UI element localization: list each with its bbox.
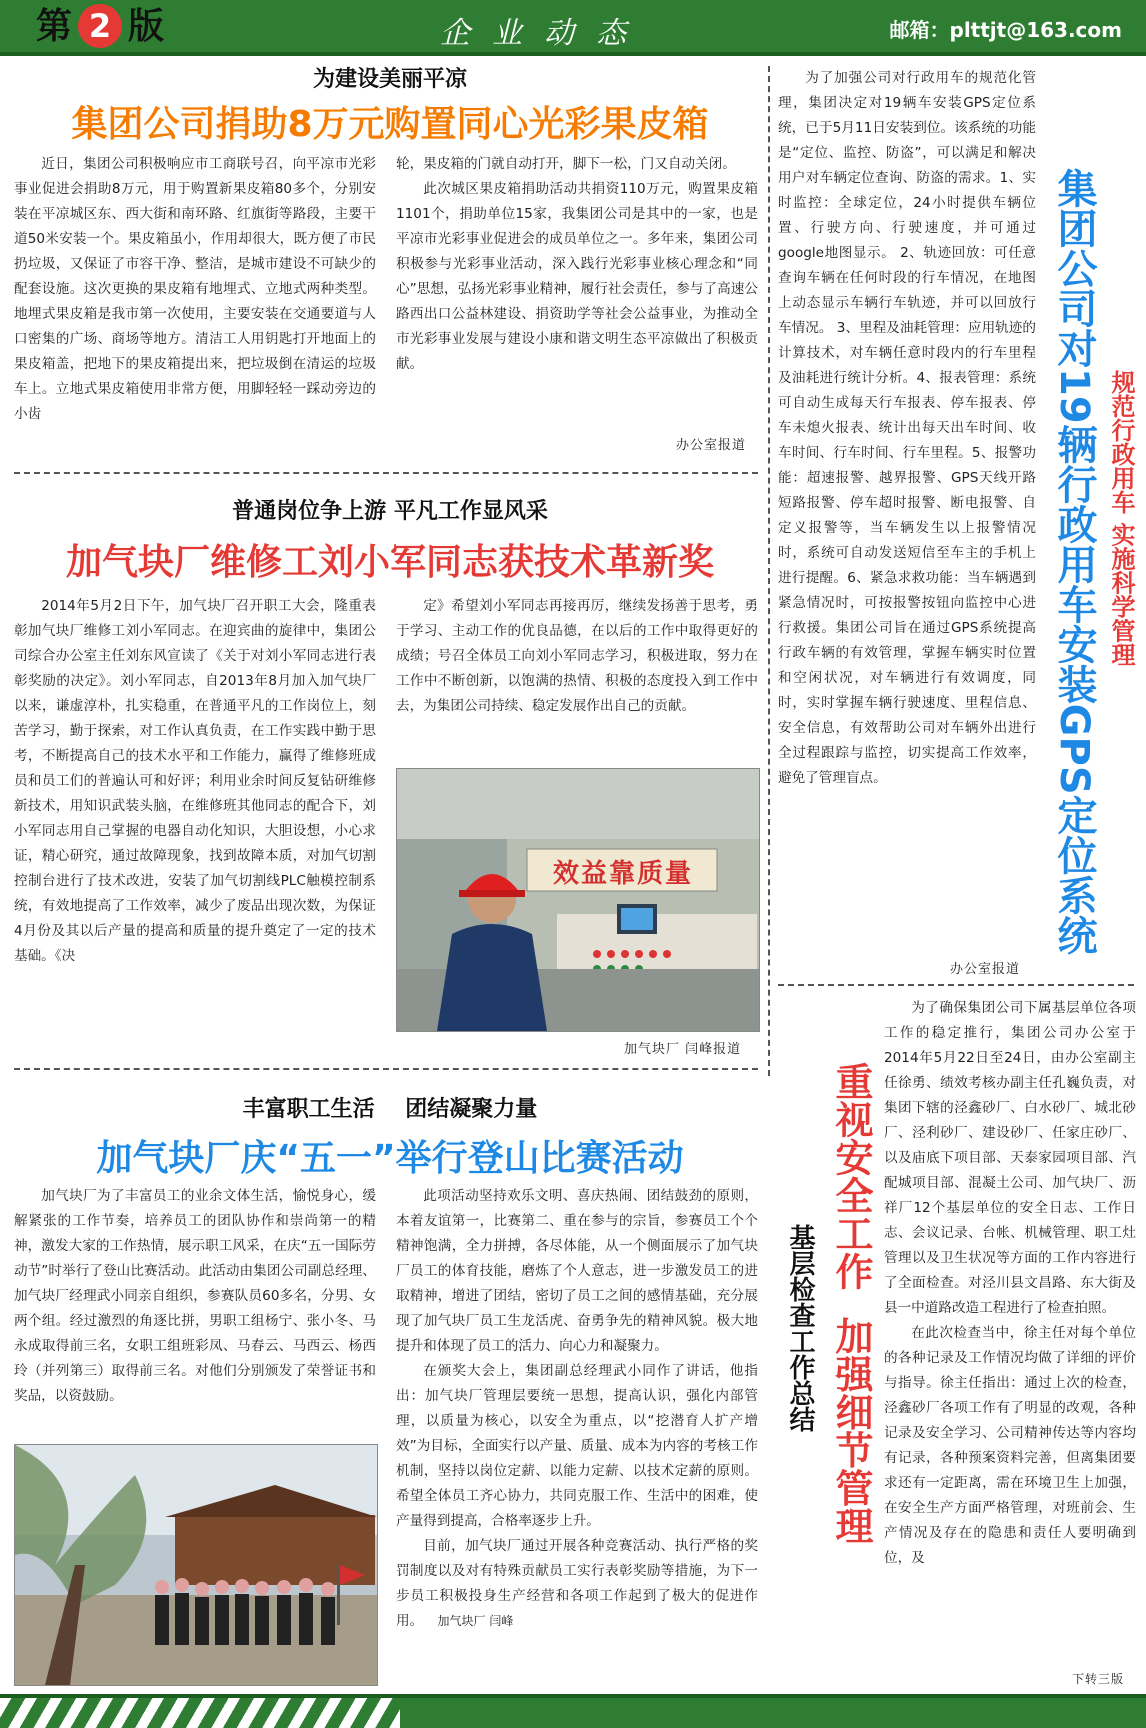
- article2-col2: 定》希望刘小军同志再接再厉，继续发扬善于思考，勇于学习、主动工作的优良品德，在以后的工作中取得更好的成绩；号召全体员工向刘小军同志学习，积极进取，努力在工作中不断创新，以饱满的热情、积极的态度投入到工作中去，为集团公司持续、稳定发展作出自己的贡献。: [396, 598, 758, 714]
- article5-p1: 为了确保集团公司下属基层单位各项工作的稳定推行，集团公司办公室于2014年5月22日至24日，由办公室副主任徐勇、绩效考核办副主任孔巍负责，对集团下辖的泾鑫砂厂、白水砂厂、城北砂厂、泾利砂厂、建设砂厂、任家庄砂厂、以及庙底下项目部、天泰家园项目部、汽配城项目部、混凝土公司、加气块厂、沥祥厂12个基层单位的安全日志、工作日志、会议记录、台帐、机械管理、职工灶管理以及卫生状况等方面的工作内容进行了全面检查。对泾川县文昌路、东大街及县一中道路改造工程进行了检查拍照。: [884, 1000, 1136, 1316]
- article2-photo: [396, 768, 760, 1032]
- article3-photo: [14, 1444, 378, 1686]
- edition-prefix: 第: [36, 5, 73, 47]
- article4-byline: 办公室报道: [950, 962, 1021, 977]
- article5-p2: 在此次检查当中，徐主任对每个单位的各种记录及工作情况均做了详细的评价与指导。徐主任指出：通过上次的检查，泾鑫砂厂各项工作有了明显的改观，各种记录及安全学习、公司精神传达等内容均有记录，各种预案资料完善，但离集团要求还有一定距离，需在环境卫生上加强，在安全生产方面严格管理，对班前会、生产情况及存在的隐患和责任人要明确到位，及: [884, 1325, 1136, 1566]
- worker-photo-illustration: [397, 769, 759, 1031]
- article3-col2-p3: [396, 1534, 758, 1634]
- article5-title: 重视安全工作 加强细节管理: [829, 1062, 873, 1545]
- article1-byline: 办公室报道: [676, 438, 747, 453]
- article3-col2: [396, 1184, 758, 1704]
- section-title: 企业动态: [440, 16, 648, 51]
- article5-body: [884, 996, 1136, 1666]
- edition-number: 2: [78, 4, 122, 48]
- article1-col2-p2: 此次城区果皮箱捐助活动共捐资110万元，购置果皮箱1101个，捐助单位15家，我集团公司是其中的一家，也是平凉市光彩事业促进会的成员单位之一。多年来，集团公司积极参与光彩事业活动，深入践行光彩事业核心理念和“同心”思想，弘扬光彩事业精神，履行社会责任，参与了高速公路西出口公益林建设、捐资助学等社会公益事业，为推动全市光彩事业发展与建设小康和谐文明生态平凉做出了积极贡献。: [396, 181, 758, 372]
- article3-col1: 加气块厂为了丰富员工的业余文体生活，愉悦身心，缓解紧张的工作节奏，培养员工的团队协作和崇尚第一的精神，激发大家的工作热情，展示职工风采，在庆“五一国际劳动节”时举行了登山比赛活动。此活动由集团公司副总经理、加气块厂经理武小同亲自组织，参赛队员60多名，分男、女两个组。经过激烈的角逐比拼，男职工组杨宁、张小冬、马永成取得前三名，女职工组班彩凤、马春云、马西云、杨西玲（并列第三）取得前三名。对他们分别颁发了荣誉证书和奖品，以资鼓励。: [14, 1188, 376, 1404]
- contact-email: 邮箱：plttjt@163.com: [889, 18, 1122, 42]
- article4-body: 为了加强公司对行政用车的规范化管理，集团决定对19辆车安装GPS定位系统，已于5月11日安装到位。该系统的功能是“定位、监控、防盗”，可以满足和解决用户对车辆定位查询、防盗的需求。1、实时监控：全球定位，24小时提供车辆位置、行驶方向、行驶速度，并可通过google地图显示。 2、轨迹回放：可任意查询车辆在任何时段的行车情况，在地图上动态显示车辆行车轨迹，并可以回放行车情况。 3、里程及油耗管理：应用轨迹的计算技术，对车辆任意时段内的行车里程及油耗进行统计分析。4、报表管理：系统可自动生成每天行车报表、停车报表、停车未熄火报表、统计出每天出车时间、收车时间、行车时间、行车里程。5、报警功能：超速报警、越界报警、GPS天线开路短路报警、停车超时报警、断电报警、自定义报警等，当车辆发生以上报警情况时，系统可自动发送短信至车主的手机上进行提醒。6、紧急求救功能：当车辆遇到紧急情况时，可按报警按钮向监控中心进行救援。集团公司旨在通过GPS系统提高行政车辆的有效管理，掌握车辆实时位置和空闲状况，对车辆进行有效调度，同时，实时掌握车辆行驶速度、里程信息、安全信息，有效帮助公司对车辆外出进行全过程跟踪与监控，切实提高工作效率，避免了管理盲点。: [778, 70, 1036, 786]
- article3-col2-p3-text: 目前，加气块厂通过开展各种竞赛活动、执行严格的奖罚制度以及对有特殊贡献员工实行表彰奖励等措施，为下一步员工积极投身生产经营和各项工作起到了极大的促进作用。: [396, 1538, 758, 1629]
- article5-continued: 下转三版: [1072, 1672, 1125, 1686]
- hiking-group-photo-illustration: [15, 1445, 377, 1685]
- article5-subtitle: 基层检查工作总结: [785, 1224, 815, 1432]
- divider-1: [14, 472, 758, 474]
- article3-title: 加气块厂庆“五一”举行登山比赛活动: [96, 1138, 684, 1179]
- article3-col2-p2: 在颁奖大会上，集团副总经理武小同作了讲话，他指出：加气块厂管理层要统一思想，提高认识，强化内部管理，以质量为核心，以安全为重点，以“挖潜育人扩产增效”为目标，全面实行以产量、质量、成本为内容的考核工作机制，坚持以岗位定薪、以能力定薪、以技术定薪的原则。希望全体员工齐心协力，共同克服工作、生活中的困难，使产量得到提高，合格率逐步上升。: [396, 1363, 758, 1529]
- article2-col1: 2014年5月2日下午，加气块厂召开职工大会，隆重表彰加气块厂维修工刘小军同志。在迎宾曲的旋律中，集团公司综合办公室主任刘东风宣读了《关于对刘小军同志进行表彰奖励的决定》。刘小军同志，自2013年8月加入加气块厂以来，谦虚淳朴，扎实稳重，在普通平凡的工作岗位上，刻苦学习，勤于探索，对工作认真负责，在工作实践中勤于思考，不断提高自己的技术水平和工作能力，赢得了维修班成员和员工们的普遍认可和好评；利用业余时间反复钻研维修新技术，用知识武装头脑，在维修班其他同志的配合下，刘小军同志用自己掌握的电器自动化知识，大胆设想，小心求证，精心研究，通过故障现象，找到故障本质，对加气切割控制台进行了技术改进，安装了加气切割线PLC触模控制系统，有效地提高了工作效率，减少了废品出现次数，为保证4月份及其以后产量的提高和质量的提升奠定了一定的技术基础。《决: [14, 598, 376, 964]
- article1-col2: [396, 152, 758, 432]
- article1-kicker: 为建设美丽平凉: [312, 67, 467, 92]
- article3-kicker: 丰富职工生活 团结凝聚力量: [242, 1097, 538, 1122]
- article2-kicker: 普通岗位争上游 平凡工作显风采: [232, 499, 548, 524]
- article4-title: 集团公司对19辆行政用车安装GPS定位系统: [1051, 168, 1097, 955]
- footer-bar: [0, 1694, 1146, 1728]
- article3-col2-p1: 此项活动坚持欢乐文明、喜庆热闹、团结鼓劲的原则，本着友谊第一，比赛第二、重在参与的宗旨，参赛员工个个精神饱满，全力拼搏，各尽体能，从一个侧面展示了加气块厂员工的体育技能，磨炼了个人意志，进一步激发员工的进取精神，增进了团结，密切了员工之间的感情基础，充分展现了加气块厂员工生龙活虎、奋勇争先的精神风貌。极大地提升和体现了员工的活力、向心力和凝聚力。: [396, 1188, 758, 1354]
- masthead: [0, 0, 1146, 56]
- photo-sign-text: 效益靠质量: [552, 859, 693, 889]
- article1-col2-p1: 轮，果皮箱的门就自动打开，脚下一松，门又自动关闭。: [396, 156, 736, 172]
- edition-suffix: 版: [128, 5, 165, 47]
- article1-title: 集团公司捐助8万元购置同心光彩果皮箱: [71, 104, 709, 145]
- divider-3: [778, 984, 1134, 986]
- article2-byline: 加气块厂 闫峰报道: [624, 1042, 742, 1057]
- edition-label: [36, 2, 164, 50]
- article3-byline: 加气块厂 闫峰: [437, 1614, 514, 1628]
- column-divider-right: [768, 66, 770, 1076]
- footer-stripes: [0, 1698, 400, 1728]
- article4-subtitle: 规范行政用车 实施科学管理: [1107, 370, 1135, 667]
- article1-col1: 近日，集团公司积极响应市工商联号召，向平凉市光彩事业促进会捐助8万元，用于购置新果皮箱80多个，分别安装在平凉城区东、西大街和南环路、红旗街等路段，主要干道50米安装一个。果皮箱虽小，作用却很大，既方便了市民扔垃圾，又保证了市容干净、整洁，是城市建设不可缺少的配套设施。这次更换的果皮箱有地埋式、立地式两种类型。地埋式果皮箱是我市第一次使用，主要安装在交通要道与人口密集的广场、商场等地方。清洁工人用钥匙打开地面上的果皮箱盖，把地下的果皮箱提出来，把垃圾倒在清运的垃圾车上。立地式果皮箱使用非常方便，用脚轻轻一踩动旁边的小齿: [14, 156, 376, 422]
- divider-2: [14, 1068, 758, 1070]
- article2-title: 加气块厂维修工刘小军同志获技术革新奖: [65, 542, 714, 583]
